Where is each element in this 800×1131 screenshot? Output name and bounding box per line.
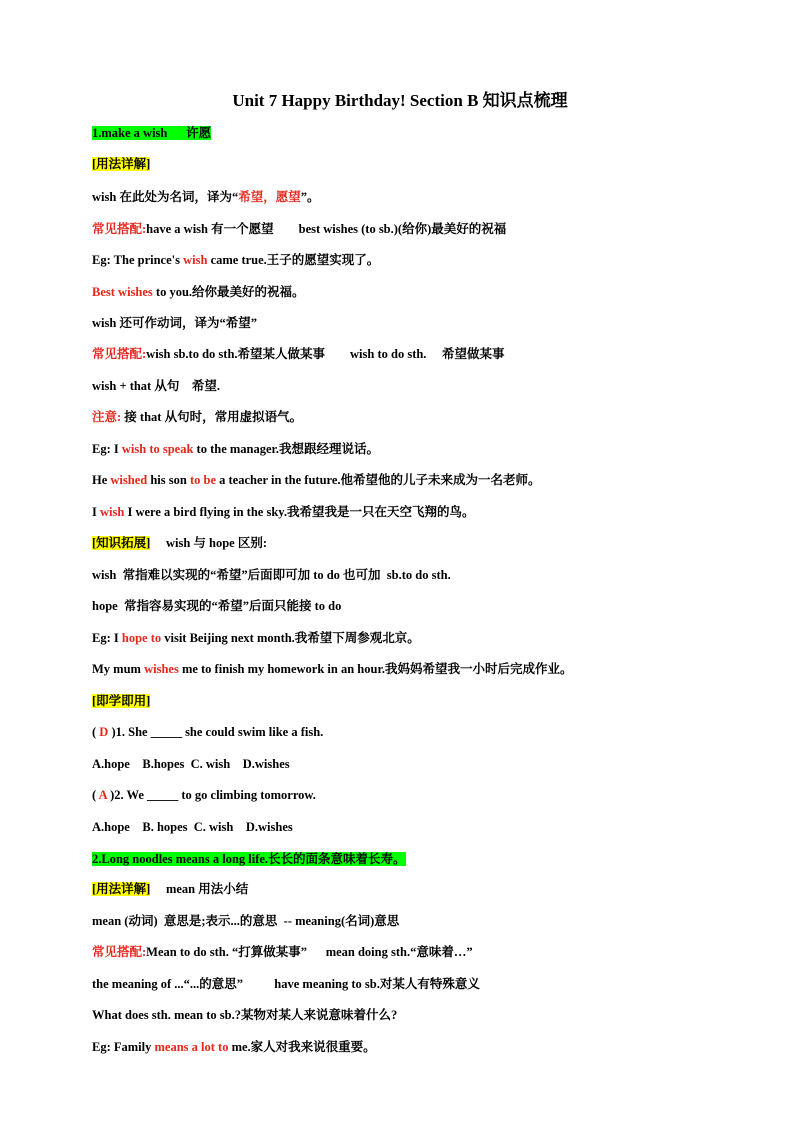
highlighted-term: 注意: [92,410,125,424]
text-segment: I were a bird flying in the sky.我希望我是一只在天空飞翔的鸟。 [124,505,475,519]
text-segment: He [92,473,111,487]
text-line [92,124,211,142]
text-segment: ( [92,788,99,802]
highlighted-term: wish to speak [121,442,194,456]
text-segment: mean 用法小结 [150,882,249,896]
text-segment: ( [92,725,100,739]
text-segment: the meaning of ...“...的意思” have meaning to sb.对某人有特殊意义 [92,977,480,991]
highlighted-heading: [用法详解] [92,882,151,896]
text-segment: me.家人对我来说很重要。 [228,1040,376,1054]
text-segment: visit Beijing next month.我希望下周参观北京。 [161,631,420,645]
text-segment: his son [147,473,190,487]
text-segment: a teacher in the future.他希望他的儿子未来成为一名老师。 [216,473,541,487]
text-line [92,377,220,395]
text-segment: Eg: I [92,631,122,645]
highlighted-term: 常见搭配: [92,945,147,959]
text-line [92,220,506,238]
highlighted-term: wish [183,253,208,267]
text-line [92,314,257,332]
text-segment: I [92,505,100,519]
text-line [92,692,150,710]
highlighted-term: wished [110,473,148,487]
highlighted-heading: 1.make a wish 许愿 [92,126,212,140]
page-title: Unit 7 Happy Birthday! Section B 知识点梳理 [232,91,568,110]
text-segment: wish + that 从句 希望. [92,379,220,393]
text-segment: wish 与 hope 区别: [150,536,268,550]
text-segment: hope 常指容易实现的“希望”后面只能接 to do [92,599,342,613]
text-segment: Eg: I [92,442,122,456]
text-segment: to you.给你最美好的祝福。 [152,285,305,299]
text-line [92,534,267,552]
text-segment: to the manager.我想跟经理说话。 [193,442,380,456]
text-segment: have a wish 有一个愿望 best wishes (to sb.)(给你)最美好的祝福 [146,222,507,236]
highlighted-term: to be [189,473,217,487]
text-line [92,597,341,615]
text-line [92,912,399,930]
text-segment: What does sth. mean to sb.?某物对某人来说意味着什么? [92,1008,398,1022]
text-segment: My mum [92,662,145,676]
text-segment: mean (动词) 意思是;表示...的意思 -- meaning(名词)意思 [92,914,400,928]
text-line [92,1038,376,1056]
text-line [92,629,420,647]
text-segment: wish sb.to do sth.希望某人做某事 wish to do sth. 希望做某事 [146,347,505,361]
text-segment: wish 常指难以实现的“希望”后面即可加 to do 也可加 sb.to do sth. [92,568,451,582]
highlighted-term: 希望，愿望 [238,190,301,204]
text-line [92,818,293,836]
text-segment: me to finish my homework in an hour.我妈妈希望我一小时后完成作业。 [178,662,573,676]
text-line [92,188,319,206]
text-line [92,408,302,426]
highlighted-heading: [用法详解] [92,157,151,171]
text-line [92,975,480,993]
highlighted-heading: [即学即用] [92,694,151,708]
text-segment: ”。 [300,190,320,204]
text-line [92,850,406,868]
text-line [92,283,305,301]
highlighted-term: wishes [144,662,179,676]
text-line [92,440,379,458]
text-line [92,503,474,521]
highlighted-term: 常见搭配: [92,347,147,361]
text-segment: )1. She _____ she could swim like a fish. [108,725,324,739]
highlighted-term: hope to [121,631,162,645]
text-segment: )2. We _____ to go climbing tomorrow. [106,788,316,802]
text-line [92,345,505,363]
text-line [92,566,451,584]
text-segment: Mean to do sth. “打算做某事” mean doing sth.“意味着…” [146,945,473,959]
text-segment: Eg: The prince's [92,253,184,267]
text-line [92,155,150,173]
highlighted-term: means a lot to [154,1040,229,1054]
highlighted-term: 常见搭配: [92,222,147,236]
highlighted-term: Best wishes [92,285,153,299]
text-line [92,471,541,489]
text-segment: A.hope B.hopes C. wish D.wishes [92,757,290,771]
highlighted-heading: 2.Long noodles means a long life.长长的面条意味着长寿。 [92,852,406,866]
text-segment: came true.王子的愿望实现了。 [207,253,380,267]
text-line [92,660,572,678]
text-segment: 接 that 从句时，常用虚拟语气。 [124,410,303,424]
text-segment: wish 在此处为名词，译为“ [92,190,239,204]
text-segment: A.hope B. hopes C. wish D.wishes [92,820,293,834]
text-line [92,755,290,773]
highlighted-term: D [99,725,109,739]
text-segment: Eg: Family [92,1040,155,1054]
highlighted-term: A [98,788,107,802]
text-line [92,943,473,961]
text-line [92,251,379,269]
highlighted-heading: [知识拓展] [92,536,151,550]
text-segment: wish 还可作动词，译为“希望” [92,316,257,330]
text-line [92,786,316,804]
text-line [92,1006,397,1024]
text-line [92,723,323,741]
text-line [92,880,248,898]
highlighted-term: wish [100,505,125,519]
